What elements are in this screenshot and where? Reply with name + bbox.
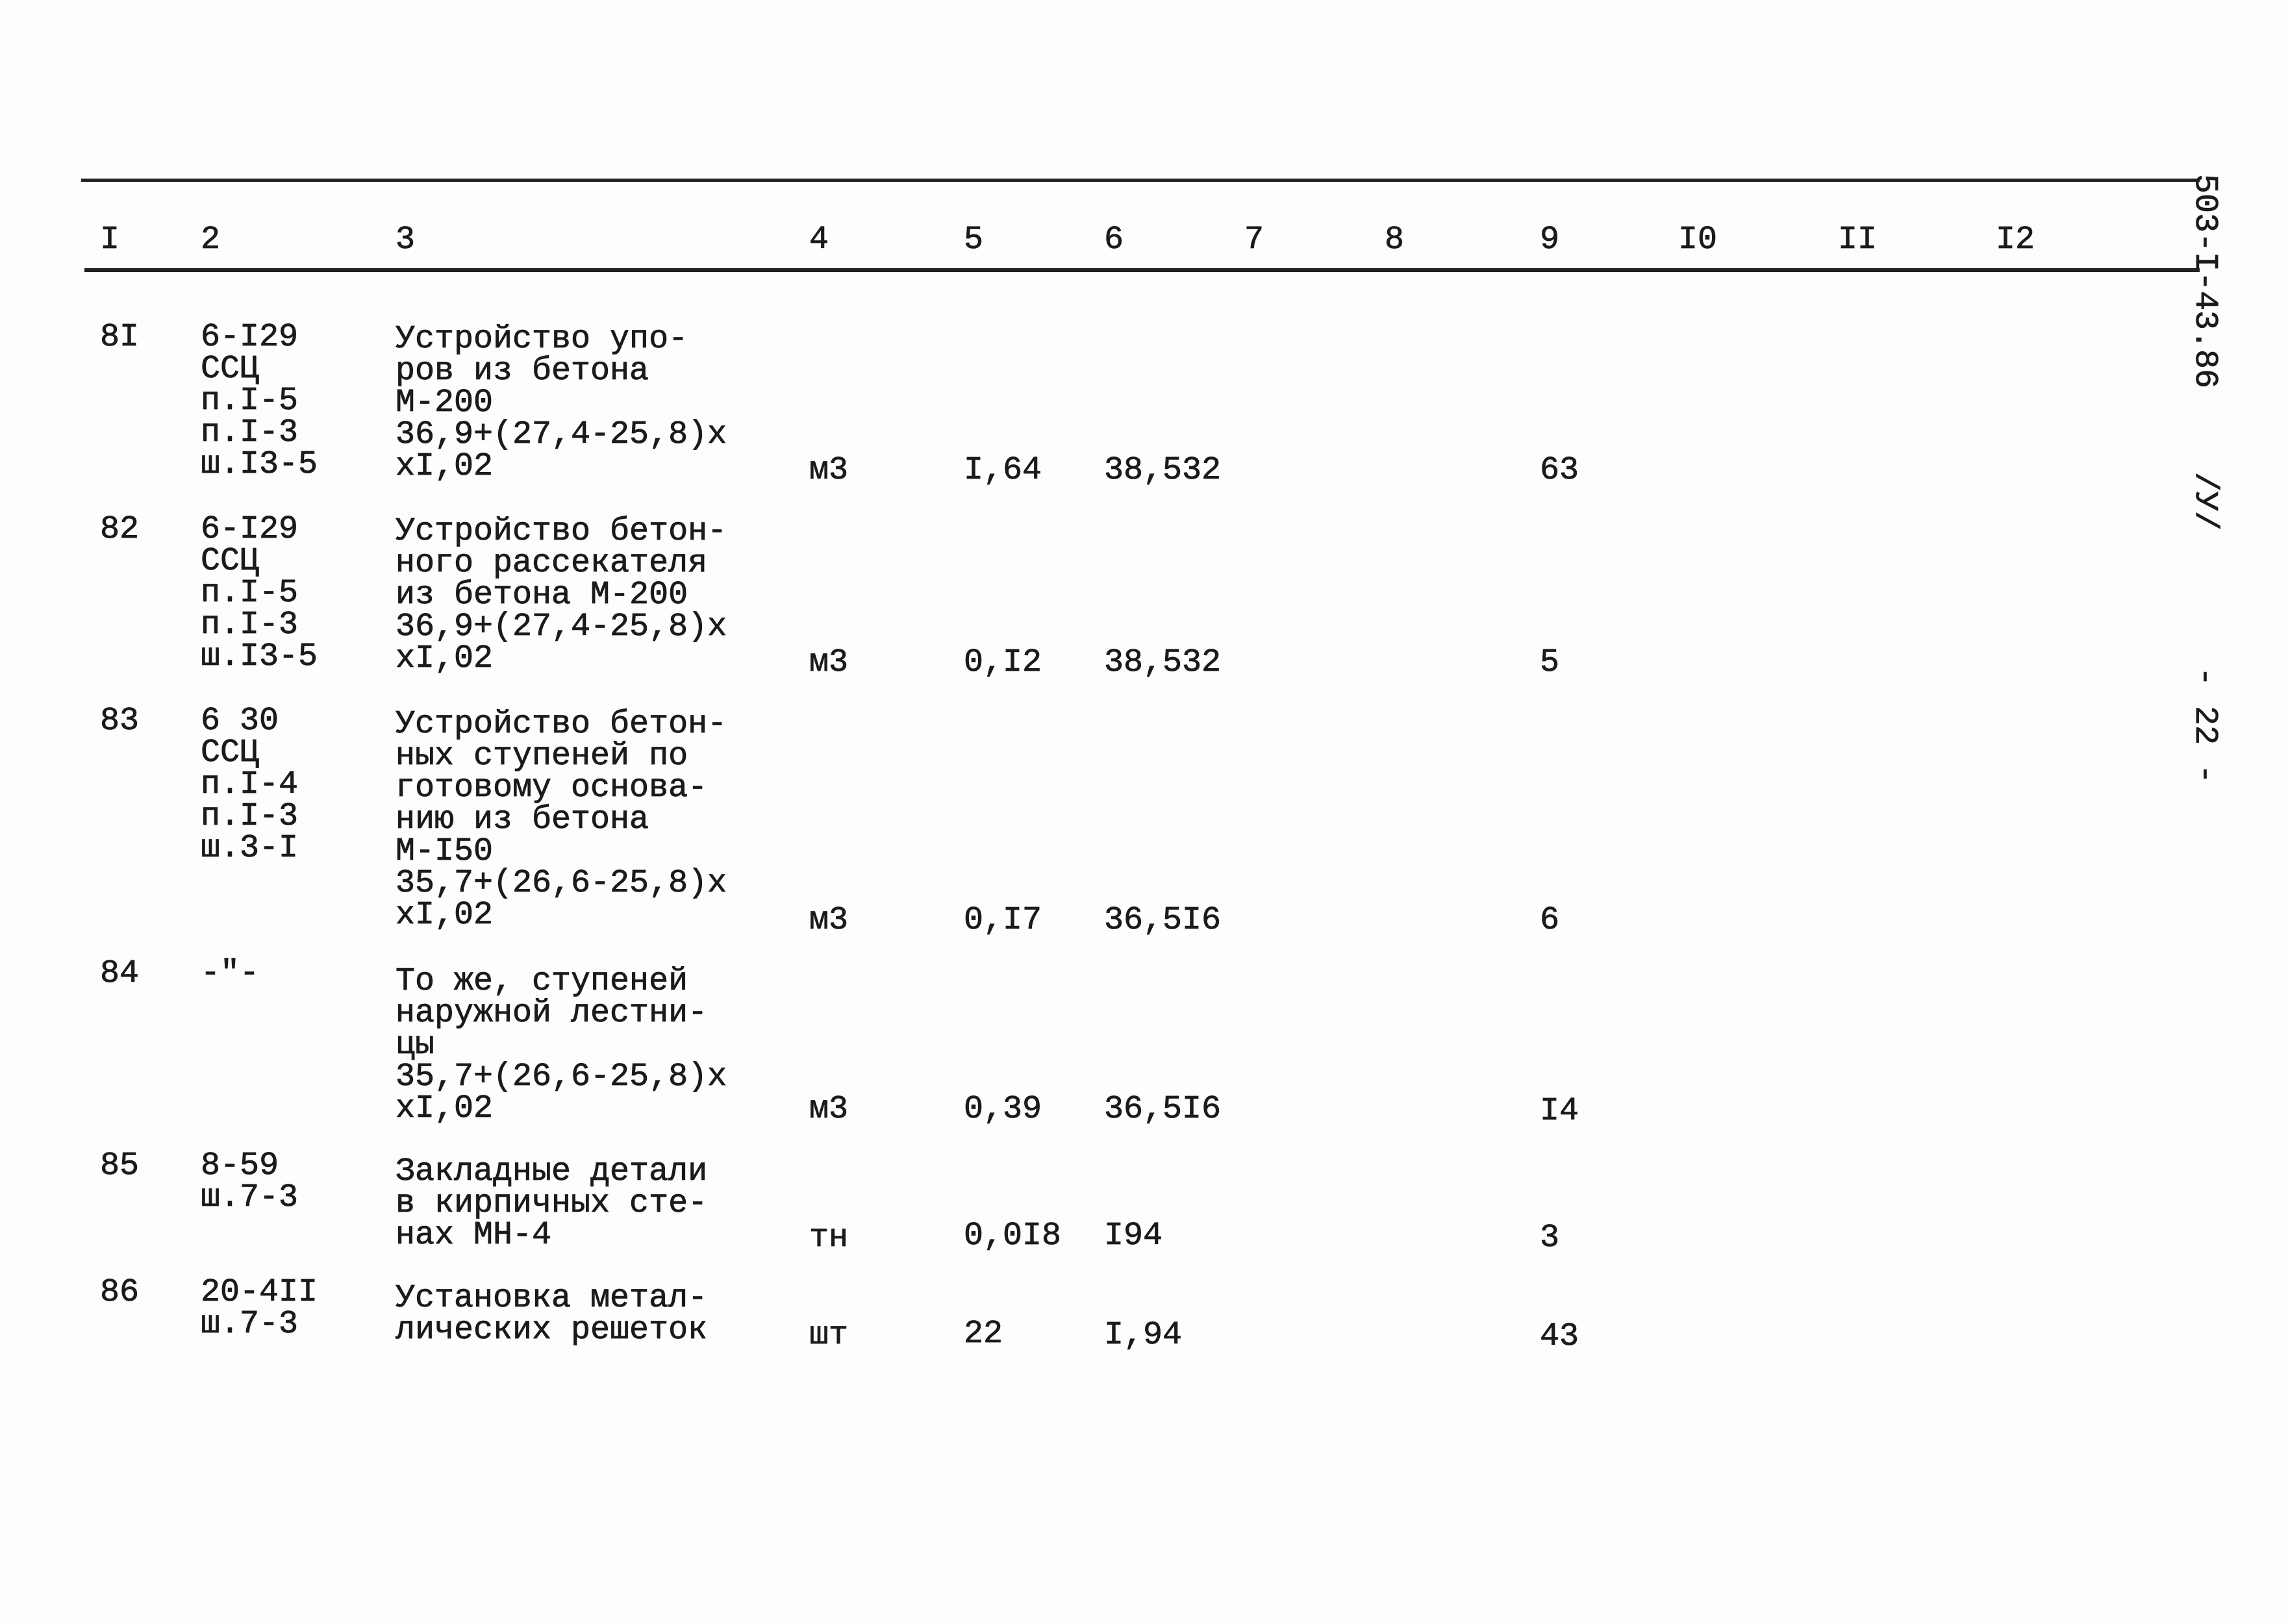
quantity: 0,I7 (964, 902, 1042, 939)
table-header-rule (84, 268, 2200, 272)
page-number: - 22 - (2186, 667, 2223, 784)
work-description: Устройство упо- ров из бетона М-200 36,9+(27,4-25,8)х хI,02 (396, 321, 727, 485)
unit-price: 38,532 (1104, 452, 1222, 489)
table-row (0, 1147, 2288, 1256)
album-number: /У/ (2186, 472, 2223, 531)
table-row (0, 511, 2288, 681)
unit-price: 38,532 (1104, 644, 1222, 681)
row-number: 82 (100, 511, 140, 548)
column-header-5: 5 (964, 221, 984, 258)
quantity: I,64 (964, 452, 1042, 489)
row-number: 84 (100, 955, 140, 992)
norm-reference: 6-I29 ССЦ п.I-5 п.I-3 ш.I3-5 (201, 319, 318, 483)
column-header-7: 7 (1244, 221, 1264, 258)
column-header-9: 9 (1540, 221, 1560, 258)
unit-price: 36,5I6 (1104, 1091, 1222, 1128)
table-top-rule (81, 179, 2200, 182)
unit-price: I94 (1104, 1218, 1163, 1255)
unit: м3 (809, 452, 849, 489)
quantity: 0,39 (964, 1091, 1042, 1128)
column-header-2: 2 (201, 221, 221, 258)
unit: тн (809, 1219, 849, 1256)
unit: м3 (809, 644, 849, 681)
quantity: 22 (964, 1316, 1003, 1353)
column-header-4: 4 (809, 221, 829, 258)
work-description: Устройство бетон- ных ступеней по готовому основа- нию из бетона М-I50 35,7+(26,6-25,8)х хI,02 (396, 706, 727, 934)
column-9-value: 43 (1540, 1318, 1579, 1355)
table-row (0, 1274, 2288, 1355)
column-header-1: I (100, 221, 120, 258)
unit-price: I,94 (1104, 1317, 1183, 1354)
unit: шт (809, 1317, 849, 1354)
work-description: Закладные детали в кирпичных сте- нах МН-4 (396, 1153, 708, 1254)
norm-reference: -"- (201, 955, 260, 992)
document-code: 503-I-43.86 (2186, 174, 2223, 389)
column-header-10: I0 (1678, 221, 1718, 258)
norm-reference: 6-I29 ССЦ п.I-5 п.I-3 ш.I3-5 (201, 511, 318, 675)
column-9-value: 3 (1540, 1219, 1560, 1256)
column-header-8: 8 (1385, 221, 1405, 258)
column-9-value: 5 (1540, 644, 1560, 681)
work-description: Установка метал- лических решеток (396, 1280, 708, 1349)
column-9-value: I4 (1540, 1093, 1579, 1130)
column-9-value: 6 (1540, 902, 1560, 939)
row-number: 8I (100, 319, 140, 356)
norm-reference: 8-59 ш.7-3 (201, 1147, 299, 1216)
column-9-value: 63 (1540, 452, 1579, 489)
column-header-11: II (1838, 221, 1878, 258)
column-header-3: 3 (396, 221, 416, 258)
work-description: Устройство бетон- ного рассекателя из бетона М-200 36,9+(27,4-25,8)х хI,02 (396, 513, 727, 677)
table-row (0, 955, 2288, 1130)
row-number: 85 (100, 1147, 140, 1184)
quantity: 0,I2 (964, 644, 1042, 681)
norm-reference: 6 30 ССЦ п.I-4 п.I-3 ш.3-I (201, 703, 299, 867)
work-description: То же, ступеней наружной лестни- цы 35,7+(26,6-25,8)х хI,02 (396, 963, 727, 1127)
unit: м3 (809, 902, 849, 939)
table-row (0, 319, 2288, 489)
column-header-6: 6 (1104, 221, 1124, 258)
row-number: 86 (100, 1274, 140, 1311)
norm-reference: 20-4II ш.7-3 (201, 1274, 318, 1343)
unit-price: 36,5I6 (1104, 902, 1222, 939)
quantity: 0,0I8 (964, 1218, 1062, 1255)
column-header-12: I2 (1996, 221, 2035, 258)
unit: м3 (809, 1091, 849, 1128)
row-number: 83 (100, 703, 140, 740)
